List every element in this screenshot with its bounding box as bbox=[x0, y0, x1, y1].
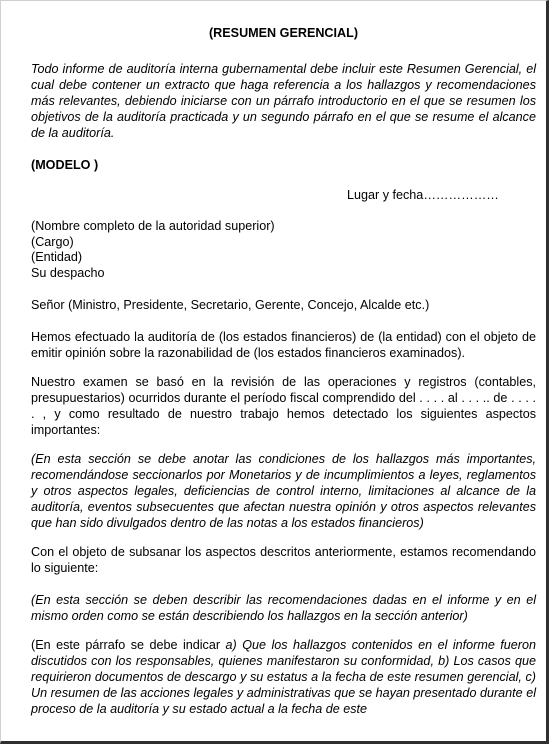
paragraph-recommend: Con el objeto de subsanar los aspectos descritos anteriormente, estamos recomendando lo siguiente: bbox=[31, 545, 536, 575]
salutation: Señor (Ministro, Presidente, Secretario, Gerente, Concejo, Alcalde etc.) bbox=[31, 298, 430, 312]
paragraph-findings: (En esta sección se debe anotar las condiciones de los hallazgos más importantes, recomendándose seccionarlos por Monetarios y de incumplimientos a leyes, reglamentos y otros aspectos legales, deficiencias de control interno, limitaciones al alcance de la auditoría, eventos subsecuentes que afectan nuestra opinión y otros aspectos relevantes que han sido divulgados dentro de las notas a los estados financieros) bbox=[31, 452, 536, 530]
place-date: Lugar y fecha……………… bbox=[347, 188, 499, 202]
address-line: Su despacho bbox=[31, 265, 105, 280]
intro-paragraph: Todo informe de auditoría interna gubernamental debe incluir este Resumen Gerencial, el cual debe contener un extracto que haga referencia a los hallazgos y recomendaciones más relevantes, debiendo iniciarse con un párrafo introductorio en el que se resumen los objetivos de la auditoría practicada y un segundo párrafo en el que se resume el alcance de la auditoría. bbox=[31, 62, 536, 140]
paragraph-audit: Hemos efectuado la auditoría de (los estados financieros) de (la entidad) con el objeto de emitir opinión sobre la razonabilidad de (los estados financieros examinados). bbox=[31, 330, 536, 360]
address-line: (Entidad) bbox=[31, 250, 83, 264]
paragraph-recommendations-note: (En esta sección se deben describir las recomendaciones dadas en el informe y en el mismo orden como se están describiendo los hallazgos en la sección anterior) bbox=[31, 593, 536, 623]
model-heading: (MODELO ) bbox=[31, 158, 99, 172]
document-body bbox=[31, 25, 536, 717]
paragraph-exam: Nuestro examen se basó en la revisión de las operaciones y registros (contables, presupuestarios) ocurridos durante el período fiscal comprendido del . . . . al . . . .. de . . . . . , y como resultado de nuestro trabajo hemos detectado los siguientes aspectos importantes: bbox=[31, 375, 536, 437]
paragraph-discussion bbox=[31, 637, 536, 717]
address-line: (Cargo) bbox=[31, 234, 74, 249]
paragraph-discussion-lead: (En este párrafo se debe indicar bbox=[31, 638, 226, 652]
address-block bbox=[31, 219, 536, 281]
document-title: (RESUMEN GERENCIAL) bbox=[208, 26, 359, 40]
address-line: (Nombre completo de la autoridad superior) bbox=[31, 219, 275, 233]
paragraph-discussion-rest: a) Que los hallazgos contenidos en el informe fueron discutidos con los responsables, quienes manifestaron su conformidad, b) Los casos que requirieron documentos de descargo y su estatus a la fecha de este resumen gerencial, c) Un resumen de las acciones legales y administrativas que se hayan presentado durante el proceso de la auditoría y su estado actual a la fecha de este bbox=[31, 638, 537, 716]
